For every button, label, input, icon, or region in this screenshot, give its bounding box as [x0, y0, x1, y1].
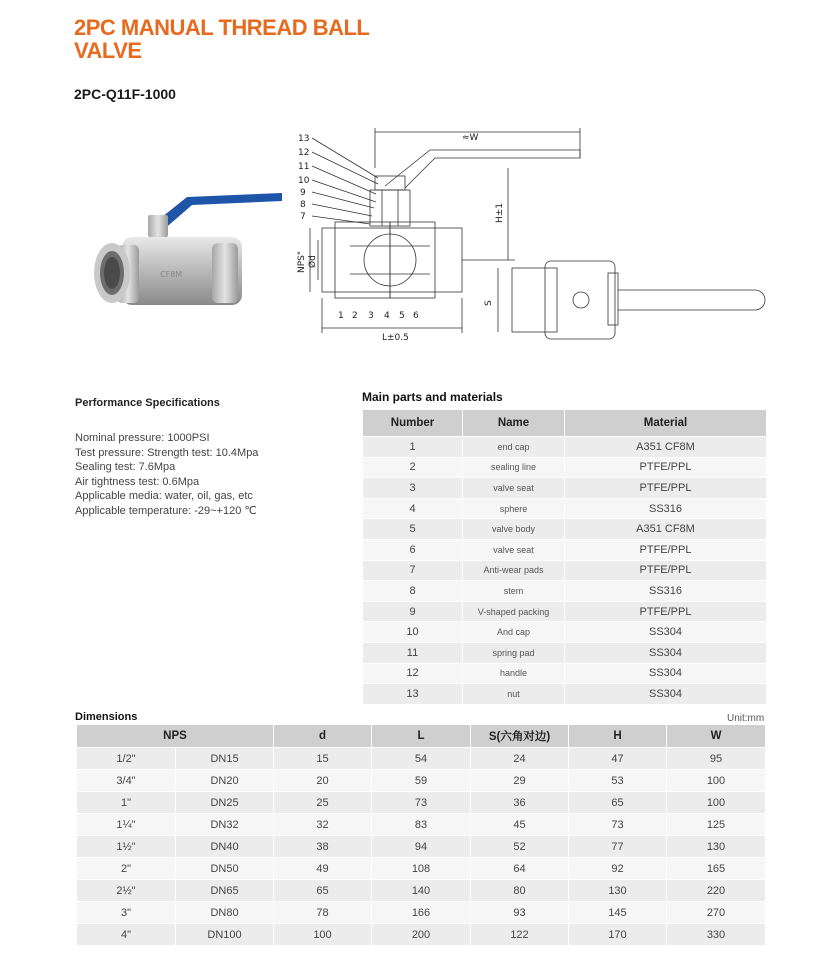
table-cell: valve body: [463, 519, 565, 540]
table-cell: 108: [372, 858, 471, 880]
table-row: [77, 924, 766, 946]
part-number-label: 1: [338, 311, 344, 321]
table-row: [363, 560, 767, 581]
table-cell: 4": [77, 924, 176, 946]
table-cell: 122: [471, 924, 569, 946]
table-cell: PTFE/PPL: [565, 457, 767, 478]
table-row: [77, 836, 766, 858]
valve-photo: [82, 185, 292, 320]
table-cell: DN80: [176, 902, 274, 924]
table-row: [77, 880, 766, 902]
callout-label: 7: [300, 212, 306, 222]
table-row: [77, 770, 766, 792]
table-row: [363, 642, 767, 663]
table-cell: 3: [363, 478, 463, 499]
table-cell: stem: [463, 581, 565, 602]
table-cell: 54: [372, 748, 471, 770]
table-cell: DN65: [176, 880, 274, 902]
table-cell: 38: [274, 836, 372, 858]
model-number: 2PC-Q11F-1000: [74, 86, 176, 102]
table-cell: DN40: [176, 836, 274, 858]
callout-label: 12: [298, 148, 310, 158]
table-cell: SS304: [565, 642, 767, 663]
table-cell: 11: [363, 642, 463, 663]
table-cell: 29: [471, 770, 569, 792]
table-cell: handle: [463, 663, 565, 684]
part-number-label: 4: [384, 311, 390, 321]
table-cell: end cap: [463, 437, 565, 458]
table-cell: SS316: [565, 498, 767, 519]
table-cell: 65: [274, 880, 372, 902]
performance-item: Applicable temperature: -29~+120 ℃: [75, 504, 257, 517]
unit-label: Unit:mm: [727, 713, 765, 724]
table-cell: 100: [667, 770, 766, 792]
performance-item: Test pressure: Strength test: 10.4Mpa: [75, 446, 259, 459]
column-header: d: [274, 725, 372, 748]
part-number-label: 3: [368, 311, 374, 321]
column-header: Name: [463, 410, 565, 437]
table-cell: 1½": [77, 836, 176, 858]
performance-item: Applicable media: water, oil, gas, etc: [75, 490, 253, 503]
table-cell: nut: [463, 684, 565, 705]
dim-h-label: H±1: [495, 202, 505, 223]
table-cell: 64: [471, 858, 569, 880]
table-cell: 20: [274, 770, 372, 792]
column-header: L: [372, 725, 471, 748]
part-number-label: 2: [352, 311, 358, 321]
table-cell: 140: [372, 880, 471, 902]
table-cell: SS304: [565, 622, 767, 643]
table-cell: spring pad: [463, 642, 565, 663]
table-row: [363, 437, 767, 458]
table-cell: And cap: [463, 622, 565, 643]
table-cell: V-shaped packing: [463, 601, 565, 622]
table-cell: PTFE/PPL: [565, 478, 767, 499]
table-cell: DN15: [176, 748, 274, 770]
table-row: [363, 581, 767, 602]
table-cell: 145: [569, 902, 667, 924]
table-cell: DN32: [176, 814, 274, 836]
table-row: [77, 858, 766, 880]
table-row: [77, 902, 766, 924]
dim-nps-label: NPS": [297, 250, 307, 273]
table-cell: 47: [569, 748, 667, 770]
table-cell: 166: [372, 902, 471, 924]
table-cell: 93: [471, 902, 569, 924]
table-cell: 12: [363, 663, 463, 684]
table-row: [363, 601, 767, 622]
table-cell: 1": [77, 792, 176, 814]
callout-label: 9: [300, 188, 306, 198]
table-cell: 25: [274, 792, 372, 814]
valve-technical-drawing: [290, 128, 780, 343]
parts-title: Main parts and materials: [362, 390, 503, 404]
table-cell: sealing line: [463, 457, 565, 478]
table-cell: 3/4": [77, 770, 176, 792]
table-cell: PTFE/PPL: [565, 539, 767, 560]
table-cell: 165: [667, 858, 766, 880]
callout-label: 11: [298, 162, 310, 172]
column-header: Material: [565, 410, 767, 437]
table-cell: 220: [667, 880, 766, 902]
table-cell: sphere: [463, 498, 565, 519]
table-cell: 13: [363, 684, 463, 705]
performance-item: Sealing test: 7.6Mpa: [75, 461, 176, 474]
table-cell: 36: [471, 792, 569, 814]
table-row: [363, 478, 767, 499]
dim-l-label: L±0.5: [382, 333, 409, 343]
table-cell: 9: [363, 601, 463, 622]
page-title: 2PC MANUAL THREAD BALL VALVE: [74, 15, 369, 63]
table-header-row: [363, 410, 767, 437]
column-header: S(六角对边): [471, 725, 569, 748]
table-row: [77, 814, 766, 836]
performance-title: Performance Specifications: [75, 397, 220, 409]
table-cell: 77: [569, 836, 667, 858]
table-row: [363, 457, 767, 478]
table-cell: 3": [77, 902, 176, 924]
table-cell: 4: [363, 498, 463, 519]
table-row: [363, 663, 767, 684]
table-row: [363, 498, 767, 519]
parts-table: [362, 409, 767, 705]
table-cell: 6: [363, 539, 463, 560]
table-cell: 1/2": [77, 748, 176, 770]
table-cell: 200: [372, 924, 471, 946]
table-cell: 59: [372, 770, 471, 792]
table-row: [77, 792, 766, 814]
table-row: [363, 684, 767, 705]
table-cell: 7: [363, 560, 463, 581]
table-cell: A351 CF8M: [565, 437, 767, 458]
dim-w-label: ≈W: [462, 133, 479, 143]
table-cell: 170: [569, 924, 667, 946]
table-cell: PTFE/PPL: [565, 560, 767, 581]
table-cell: 1: [363, 437, 463, 458]
callout-label: 10: [298, 176, 310, 186]
table-cell: 53: [569, 770, 667, 792]
table-cell: 130: [667, 836, 766, 858]
table-cell: 92: [569, 858, 667, 880]
table-cell: SS304: [565, 663, 767, 684]
table-cell: 2: [363, 457, 463, 478]
table-cell: valve seat: [463, 539, 565, 560]
dim-s-label: S: [484, 300, 494, 306]
table-row: [363, 539, 767, 560]
table-cell: 100: [667, 792, 766, 814]
dimensions-table: [76, 724, 766, 946]
table-cell: 95: [667, 748, 766, 770]
table-cell: 49: [274, 858, 372, 880]
table-cell: 100: [274, 924, 372, 946]
table-cell: 8: [363, 581, 463, 602]
table-cell: 94: [372, 836, 471, 858]
table-cell: 32: [274, 814, 372, 836]
table-cell: 15: [274, 748, 372, 770]
table-cell: SS316: [565, 581, 767, 602]
column-header: W: [667, 725, 766, 748]
table-cell: 5: [363, 519, 463, 540]
performance-list: [75, 431, 258, 519]
table-header-row: [77, 725, 766, 748]
table-cell: SS304: [565, 684, 767, 705]
table-cell: 52: [471, 836, 569, 858]
table-row: [363, 622, 767, 643]
callout-label: 8: [300, 200, 306, 210]
column-header: NPS: [77, 725, 274, 748]
column-header: Number: [363, 410, 463, 437]
table-cell: 270: [667, 902, 766, 924]
table-cell: 83: [372, 814, 471, 836]
table-cell: 65: [569, 792, 667, 814]
part-number-label: 5: [399, 311, 405, 321]
dimensions-title: Dimensions: [75, 711, 138, 723]
callout-label: 13: [298, 134, 310, 144]
table-cell: 1¼": [77, 814, 176, 836]
table-cell: 330: [667, 924, 766, 946]
svg-text:CF8M: CF8M: [160, 270, 183, 279]
table-cell: 2½": [77, 880, 176, 902]
table-cell: 10: [363, 622, 463, 643]
table-cell: 2": [77, 858, 176, 880]
table-cell: 78: [274, 902, 372, 924]
table-cell: DN100: [176, 924, 274, 946]
table-cell: 24: [471, 748, 569, 770]
table-cell: 73: [569, 814, 667, 836]
part-number-label: 6: [413, 311, 419, 321]
table-cell: A351 CF8M: [565, 519, 767, 540]
table-cell: 73: [372, 792, 471, 814]
table-cell: 45: [471, 814, 569, 836]
table-cell: Anti-wear pads: [463, 560, 565, 581]
table-cell: 80: [471, 880, 569, 902]
table-cell: 130: [569, 880, 667, 902]
table-row: [363, 519, 767, 540]
performance-item: Air tightness test: 0.6Mpa: [75, 475, 200, 488]
dim-d-label: Ød: [308, 255, 318, 268]
column-header: H: [569, 725, 667, 748]
table-cell: PTFE/PPL: [565, 601, 767, 622]
table-cell: DN20: [176, 770, 274, 792]
table-row: [77, 748, 766, 770]
table-cell: DN50: [176, 858, 274, 880]
table-cell: 125: [667, 814, 766, 836]
performance-item: Nominal pressure: 1000PSI: [75, 432, 210, 444]
table-cell: valve seat: [463, 478, 565, 499]
table-cell: DN25: [176, 792, 274, 814]
